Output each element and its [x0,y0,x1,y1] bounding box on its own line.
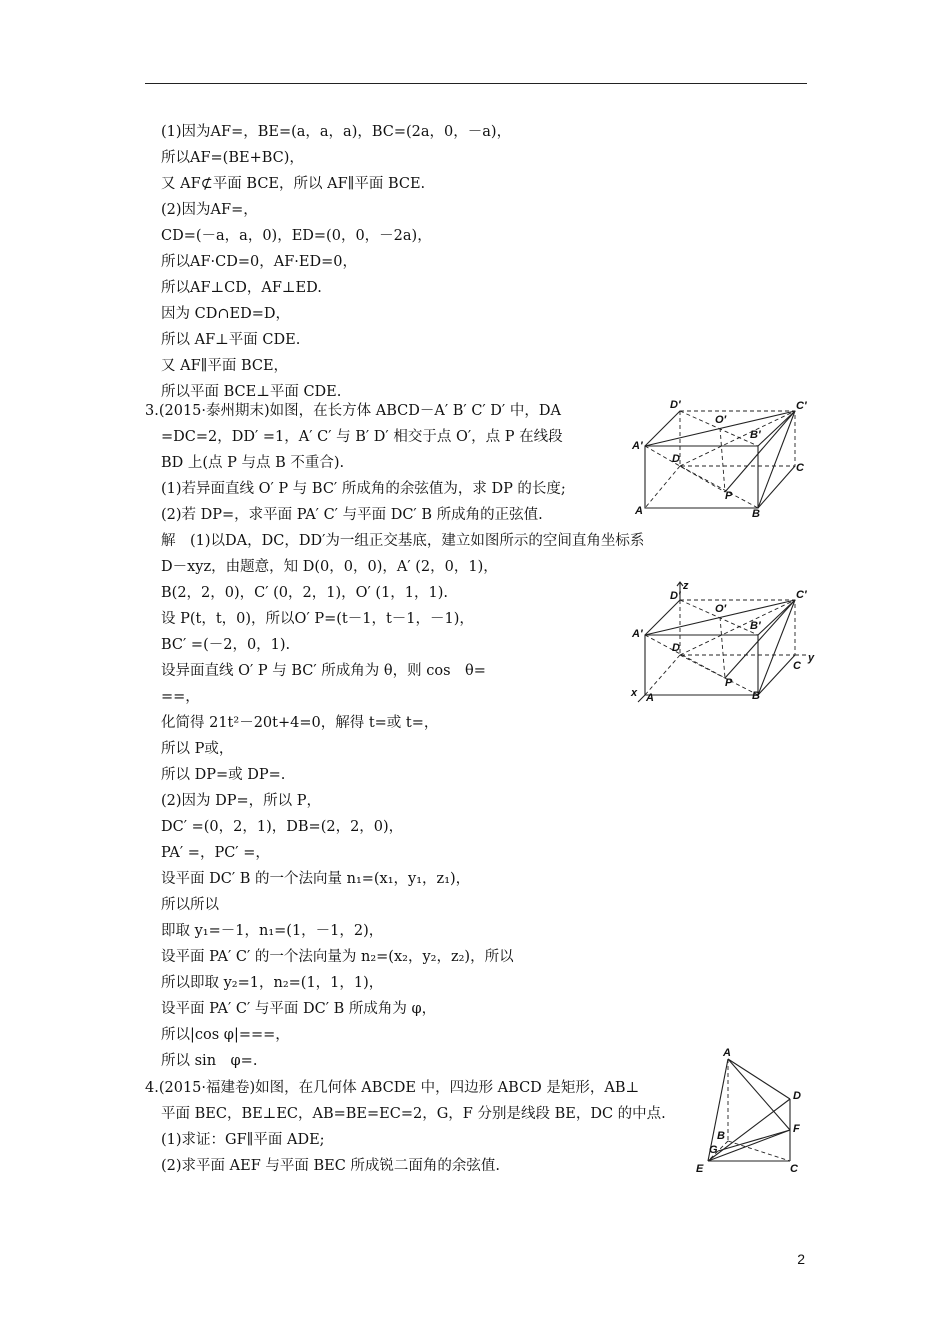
text-line: BD 上(点 P 与点 B 不重合). [161,455,345,471]
text-line: 又 AF⊄平面 BCE，所以 AF∥平面 BCE. [161,176,426,192]
figure-label: C′ [796,589,807,601]
figure-label: D [672,453,680,465]
text-line: BC′ =(－2，0，1). [161,637,291,653]
figure-label: A′ [632,628,643,640]
figure-label: G [709,1144,718,1156]
figure-label: B′ [750,620,761,632]
text-line: PA′ =，PC′ =， [161,845,270,861]
text-line: (1)求证：GF∥平面 ADE; [161,1132,325,1148]
figure-label: O′ [715,414,727,426]
axis-label: y [808,652,815,664]
text-line: 设 P(t，t，0)，所以O′ P=(t－1，t－1，－1)， [161,611,474,627]
axis-label: z [683,580,689,592]
text-line: 即取 y₁=－1，n₁=(1，－1，2)， [161,923,384,939]
text-line: (2)若 DP=，求平面 PA′ C′ 与平面 DC′ B 所成角的正弦值. [161,507,543,523]
text-line: DC′ =(0，2，1)，DB=(2，2，0)， [161,819,404,835]
text-line: 所以 P或， [161,741,234,757]
text-line: CD=(－a，a，0)，ED=(0，0，－2a)， [161,228,432,244]
figure-label: F [793,1123,800,1135]
figure-label: P [725,490,733,502]
text-line: 所以即取 y₂=1，n₂=(1，1，1)， [161,975,384,991]
figure-label: D [793,1090,801,1102]
figure-label: A′ [632,440,643,452]
text-line: 所以 DP=或 DP=. [161,767,286,783]
figure-label: D′ [670,399,681,411]
figure-label: A [723,1047,731,1059]
text-line: 所以|cos φ|===， [161,1027,290,1043]
figure-label: C [793,660,801,672]
polyhedron-figure [690,1045,820,1180]
figure-label: O′ [715,603,727,615]
text-line: 所以 AF⊥平面 CDE. [161,332,301,348]
text-line: 所以AF⊥CD，AF⊥ED. [161,280,322,296]
text-line: 设平面 DC′ B 的一个法向量 n₁=(x₁，y₁，z₁)， [161,871,471,887]
coordinate-cuboid-figure [630,580,815,710]
figure-label: C′ [796,400,807,412]
text-line: 因为 CD∩ED=D， [161,306,290,322]
text-line: =DC=2，DD′ =1，A′ C′ 与 B′ D′ 相交于点 O′，点 P 在线段 [161,429,563,445]
figure-label: P [725,677,733,689]
text-line: 所以AF·CD=0，AF·ED=0， [161,254,357,270]
text-line: 平面 BEC，BE⊥EC，AB=BE=EC=2，G，F 分别是线段 BE，DC 的中点. [161,1106,666,1122]
text-line: B(2，2，0)，C′ (0，2，1)，O′ (1，1，1). [161,585,449,601]
page-number: 2 [797,1251,805,1267]
text-line: 设异面直线 O′ P 与 BC′ 所成角为 θ，则 cos θ= [161,663,486,679]
problem-4-heading: 4.(2015·福建卷)如图，在几何体 ABCDE 中，四边形 ABCD 是矩形，AB⊥ [145,1080,640,1096]
figure-label: B′ [750,429,761,441]
text-line: 所以 sin φ=. [161,1053,258,1069]
text-line: D－xyz，由题意，知 D(0，0，0)，A′ (2，0，1)， [161,559,498,575]
text-line: 又 AF∥平面 BCE， [161,358,289,374]
text-line: 解 (1)以DA，DC，DD′为一组正交基底，建立如图所示的空间直角坐标系 [161,533,645,549]
cuboid-figure [630,396,815,521]
header-rule [145,83,807,84]
figure-label: B [717,1130,725,1142]
text-line: 所以平面 BCE⊥平面 CDE. [161,384,342,400]
text-line: (2)求平面 AEF 与平面 BEC 所成锐二面角的余弦值. [161,1158,501,1174]
text-line: (1)若异面直线 O′ P 与 BC′ 所成角的余弦值为，求 DP 的长度; [161,481,566,497]
text-line: 化简得 21t²－20t+4=0，解得 t=或 t=， [161,715,439,731]
figure-label: C [790,1163,798,1175]
figure-label: D [672,642,680,654]
text-line: 所以所以 [161,897,219,913]
problem-3-heading: 3.(2015·泰州期末)如图，在长方体 ABCD－A′ B′ C′ D′ 中，DA [145,403,561,419]
axis-label: x [631,687,638,699]
figure-label: C [796,462,804,474]
figure-label: A [646,692,654,704]
figure-label: B [752,690,760,702]
figure-label: E [696,1163,704,1175]
figure-label: D′ [670,590,681,602]
text-line: 设平面 PA′ C′ 的一个法向量为 n₂=(x₂，y₂，z₂)，所以 [161,949,514,965]
text-line: ==， [161,689,200,705]
figure-label: A [635,505,643,517]
text-line: 设平面 PA′ C′ 与平面 DC′ B 所成角为 φ， [161,1001,437,1017]
text-line: 所以AF=(BE+BC)， [161,150,304,166]
text-line: (2)因为 DP=，所以 P， [161,793,322,809]
text-line: (2)因为AF=， [161,202,258,218]
figure-label: B [752,508,760,520]
text-line: (1)因为AF=，BE=(a，a，a)，BC=(2a，0，－a)， [161,124,512,140]
